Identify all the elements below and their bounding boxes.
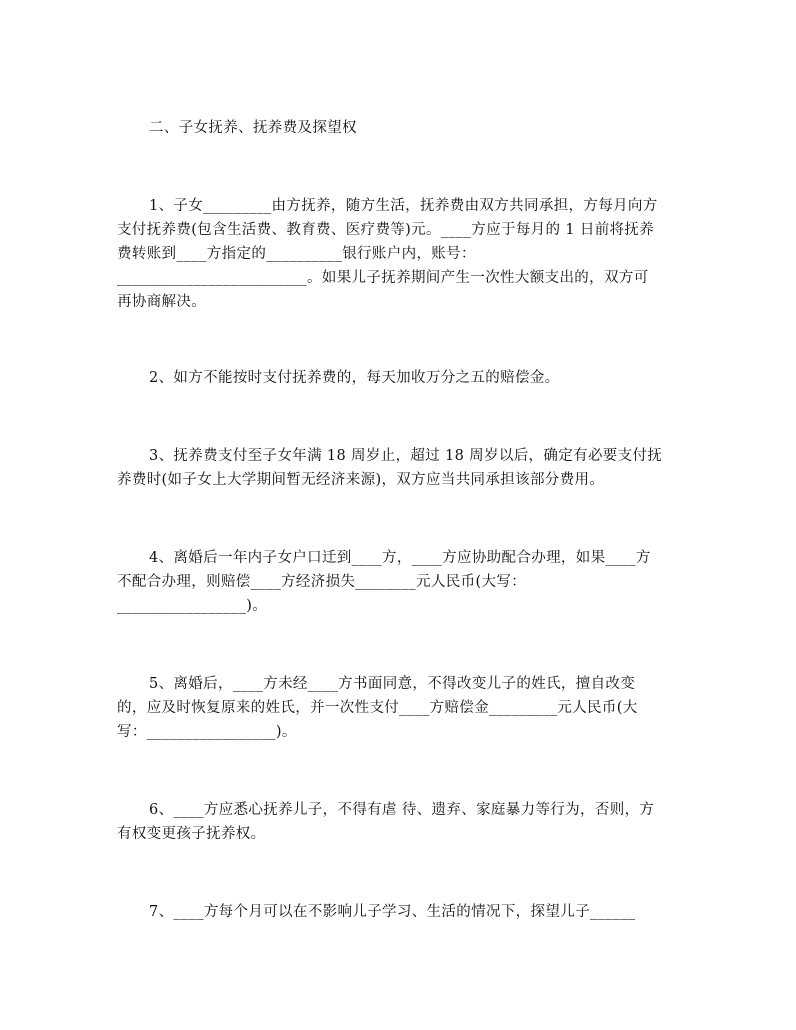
clause-1-line-3: 费转账到____方指定的__________银行账户内，账号： bbox=[117, 246, 476, 262]
clause-1-line-1: 1、子女_________由方抚养，随方生活，抚养费由双方共同承担，方每月向方 bbox=[149, 198, 658, 214]
section-heading: 二、子女抚养、抚养费及探望权 bbox=[149, 120, 357, 136]
clause-4-line-1: 4、离婚后一年内子女户口迁到____方，____方应协助配合办理，如果____方 bbox=[149, 550, 651, 566]
clause-2-line-1: 2、如方不能按时支付抚养费的，每天加收万分之五的赔偿金。 bbox=[149, 370, 560, 386]
clause-5-line-3: 写：_________________)。 bbox=[117, 724, 297, 740]
clause-3-line-2: 养费时(如子女上大学期间暂无经济来源)，双方应当共同承担该部分费用。 bbox=[117, 472, 605, 488]
clause-4-line-3: _________________)。 bbox=[117, 598, 268, 614]
clause-6-line-1: 6、____方应悉心抚养儿子，不得有虐 待、遗弃、家庭暴力等行为，否则，方 bbox=[149, 802, 655, 818]
clause-4-line-2: 不配合办理，则赔偿____方经济损失________元人民币(大写： bbox=[117, 574, 527, 590]
clause-3-line-1: 3、抚养费支付至子女年满 18 周岁止，超过 18 周岁以后，确定有必要支付抚 bbox=[149, 448, 663, 464]
clause-1-line-2: 支付抚养费(包含生活费、教育费、医疗费等)元。____方应于每月的 1 日前将抚养 bbox=[117, 222, 655, 238]
clause-7-line-1: 7、____方每个月可以在不影响儿子学习、生活的情况下，探望儿子______ bbox=[149, 904, 636, 920]
clause-6-line-2: 有权变更孩子抚养权。 bbox=[117, 826, 266, 842]
clause-5-line-2: 的，应及时恢复原来的姓氏，并一次性支付____方赔偿金_________元人民币(大 bbox=[117, 700, 638, 716]
clause-5-line-1: 5、离婚后，____方未经____方书面同意，不得改变儿子的姓氏，擅自改变 bbox=[149, 676, 636, 692]
clause-1-line-4: _________________________。如果儿子抚养期间产生一次性大额支出的，双方可 bbox=[117, 270, 649, 286]
clause-1-line-5: 再协商解决。 bbox=[117, 294, 207, 310]
